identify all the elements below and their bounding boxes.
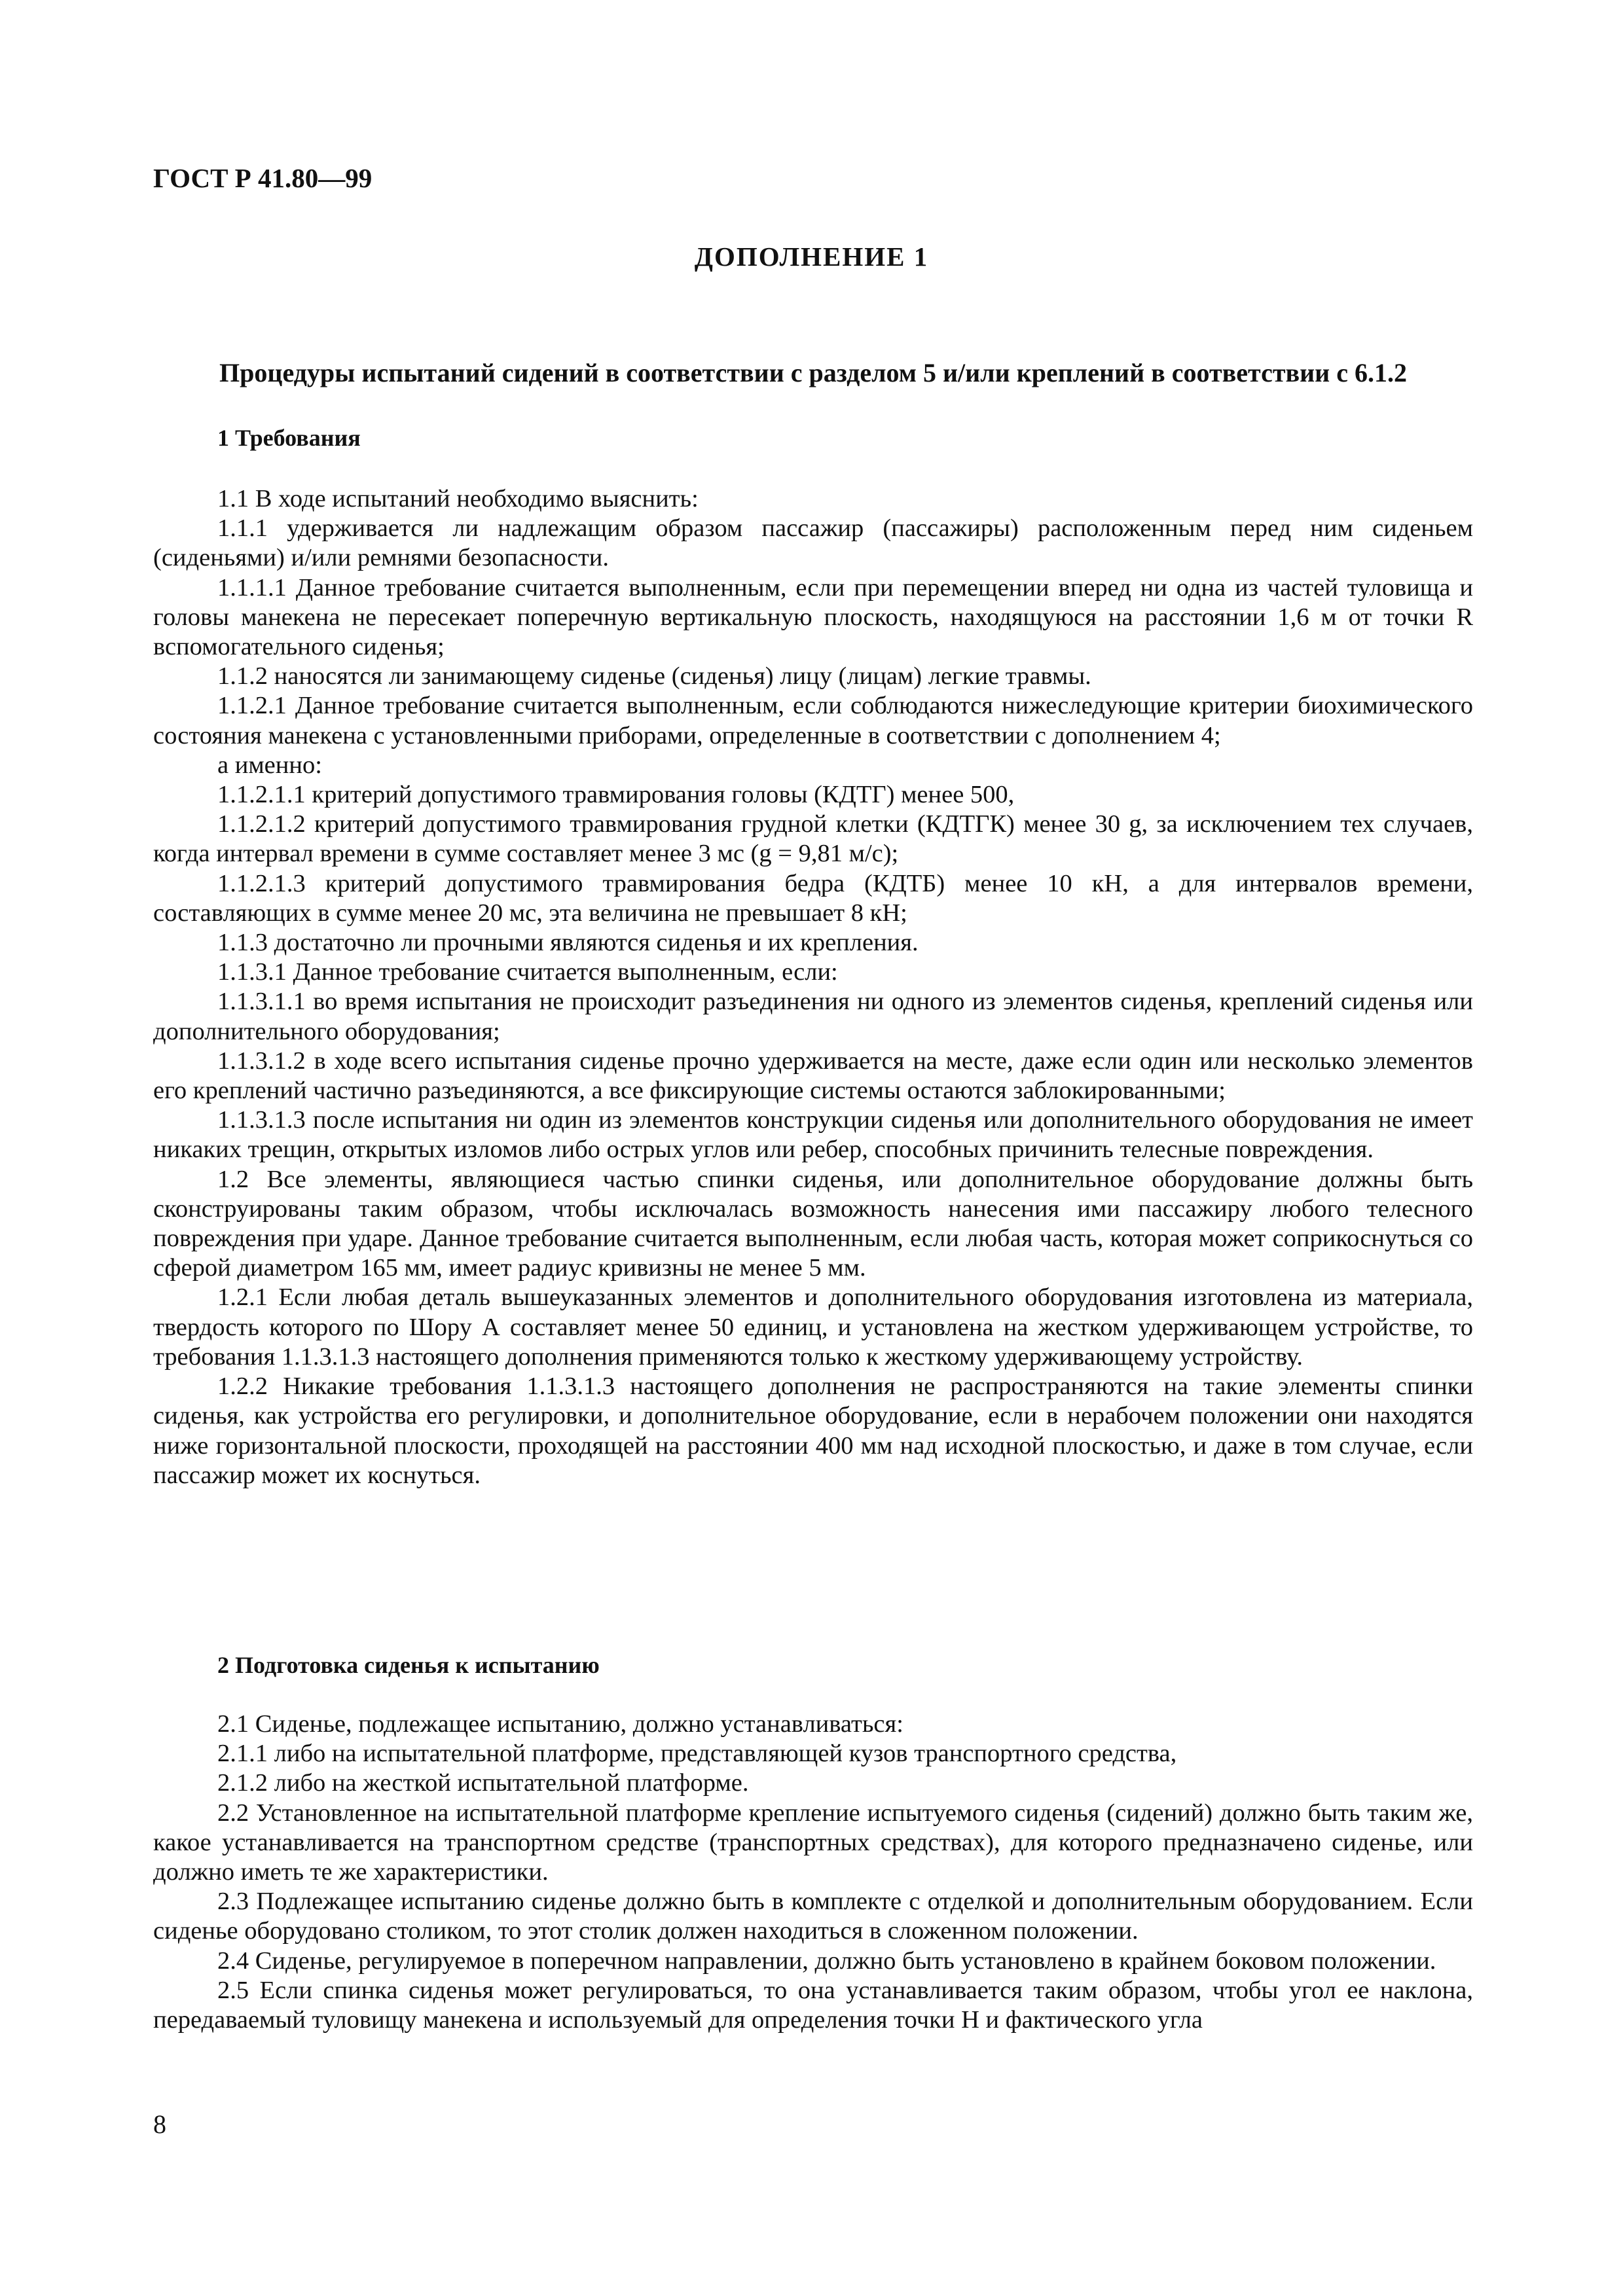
document-title: Процедуры испытаний сидений в соответствии с разделом 5 и/или креплений в соответствии с 6.1.2	[219, 358, 1407, 387]
paragraph: 1.1.3.1.3 после испытания ни один из элементов конструкции сиденья или дополнительного оборудования не имеет никаких трещин, открытых изломов либо острых углов или ребер, способных причинить телесные повреждения.	[153, 1106, 1473, 1164]
paragraph: 1.1.2.1.1 критерий допустимого травмирования головы (КДТГ) менее 500,	[217, 781, 1015, 809]
paragraph: а именно:	[217, 751, 322, 779]
paragraph: 1.1 В ходе испытаний необходимо выяснить:	[217, 485, 699, 512]
paragraph: 2.1 Сиденье, подлежащее испытанию, должно устанавливаться:	[217, 1710, 903, 1738]
page-number: 8	[153, 2109, 166, 2139]
standard-designation: ГОСТ Р 41.80—99	[153, 163, 373, 193]
section-body-seat-preparation	[153, 1710, 1473, 2035]
paragraph: 2.2 Установленное на испытательной платформе крепление испытуемого сиденья (сидений) должно быть таким же, какое устанавливается на транспортном средстве (транспортных средствах), для которого предназначено сиденье, или должно иметь те же характеристики.	[153, 1799, 1473, 1886]
paragraph: 1.1.1 удерживается ли надлежащим образом пассажир (пассажиры) расположенным перед ним сиденьем (сиденьями) и/или ремнями безопасности.	[153, 514, 1473, 572]
paragraph: 1.1.3.1.2 в ходе всего испытания сиденье прочно удерживается на месте, даже если один или несколько элементов его креплений частично разъединяются, а все фиксирующие системы остаются заблокированными;	[153, 1047, 1473, 1105]
paragraph: 1.1.2.1.2 критерий допустимого травмирования грудной клетки (КДТГК) менее 30 g, за исключением тех случаев, когда интервал времени в сумме составляет менее 3 мс (g = 9,81 м/с);	[153, 810, 1473, 868]
paragraph: 1.1.2.1.3 критерий допустимого травмирования бедра (КДТБ) менее 10 кН, а для интервалов времени, составляющих в сумме менее 20 мс, эта величина не превышает 8 кН;	[153, 869, 1473, 927]
appendix-label: ДОПОЛНЕНИЕ 1	[694, 242, 929, 272]
paragraph: 2.1.1 либо на испытательной платформе, представляющей кузов транспортного средства,	[217, 1740, 1177, 1768]
paragraph: 1.1.2 наносятся ли занимающему сиденье (сиденья) лицу (лицам) легкие травмы.	[217, 662, 1091, 691]
section-body-requirements	[153, 484, 1473, 1490]
paragraph: 1.1.3.1.1 во время испытания не происходит разъединения ни одного из элементов сиденья, креплений сиденья или дополнительного оборудования;	[153, 988, 1473, 1045]
paragraph: 2.5 Если спинка сиденья может регулироваться, то она устанавливается таким образом, чтобы угол ее наклона, передаваемый туловищу манекена и используемый для определения точки H и фактического угла	[153, 1976, 1473, 2034]
paragraph: 2.1.2 либо на жесткой испытательной платформе.	[217, 1769, 749, 1797]
paragraph: 1.2.2 Никакие требования 1.1.3.1.3 настоящего дополнения не распространяются на такие элементы спинки сиденья, как устройства его регулировки, и дополнительное оборудование, если в нерабочем положении они находятся ниже горизонтальной плоскости, проходящей на расстоянии 400 мм над исходной плоскостью, и даже в том случае, если пассажир может их коснуться.	[153, 1372, 1473, 1489]
section-heading-requirements: 1 Требования	[217, 425, 361, 451]
section-heading-seat-preparation: 2 Подготовка сиденья к испытанию	[217, 1652, 600, 1678]
paragraph: 2.4 Сиденье, регулируемое в поперечном направлении, должно быть установлено в крайнем боковом положении.	[217, 1946, 1436, 1975]
paragraph: 1.1.2.1 Данное требование считается выполненным, если соблюдаются нижеследующие критерии биохимического состояния манекена с установленными приборами, определенные в соответствии с дополнением 4;	[153, 692, 1473, 749]
paragraph: 1.1.3 достаточно ли прочными являются сиденья и их крепления.	[217, 929, 919, 957]
paragraph: 1.1.3.1 Данное требование считается выполненным, если:	[217, 958, 838, 986]
paragraph: 1.2.1 Если любая деталь вышеуказанных элементов и дополнительного оборудования изготовлена из материала, твердость которого по Шору А составляет менее 50 единиц, и установлена на жестком удерживающем устройстве, то требования 1.1.3.1.3 настоящего дополнения применяются только к жесткому удерживающему устройству.	[153, 1283, 1473, 1371]
paragraph: 1.1.1.1 Данное требование считается выполненным, если при перемещении вперед ни одна из частей туловища и головы манекена не пересекает поперечную вертикальную плоскость, находящуюся на расстоянии 1,6 м от точки R вспомогательного сиденья;	[153, 573, 1473, 661]
paragraph: 2.3 Подлежащее испытанию сиденье должно быть в комплекте с отделкой и дополнительным оборудованием. Если сиденье оборудовано столиком, то этот столик должен находиться в сложенном положении.	[153, 1888, 1473, 1945]
paragraph: 1.2 Все элементы, являющиеся частью спинки сиденья, или дополнительное оборудование должны быть сконструированы таким образом, чтобы исключалась возможность нанесения ими пассажиру любого телесного повреждения при ударе. Данное требование считается выполненным, если любая часть, которая может соприкоснуться со сферой диаметром 165 мм, имеет радиус кривизны не менее 5 мм.	[153, 1165, 1473, 1282]
